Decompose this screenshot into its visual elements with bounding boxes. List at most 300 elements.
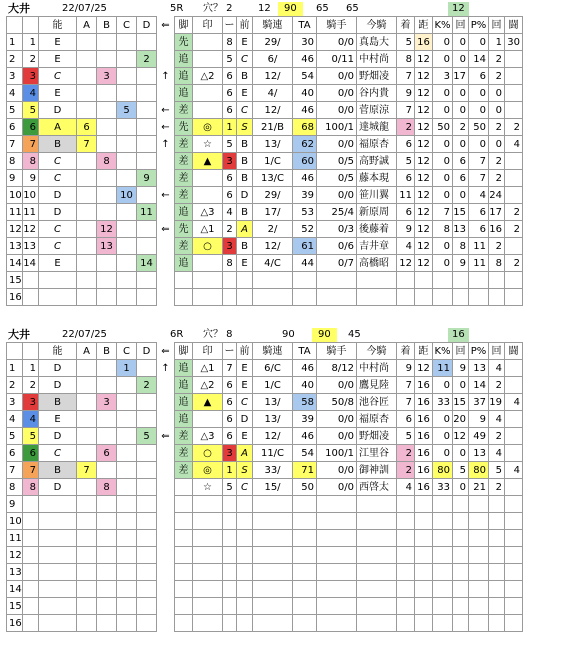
cell-jockey-rate: 0/0 <box>317 428 357 445</box>
cell-jockey-pair <box>253 496 293 513</box>
table-row[interactable] <box>7 462 523 479</box>
cell-prev-rank: 8 <box>223 34 237 51</box>
cell-style: 差 <box>175 445 193 462</box>
cell-jockey-rate: 0/0 <box>317 377 357 394</box>
cell-p-pct: 11 <box>469 238 489 255</box>
cell-distance: 12 <box>415 136 433 153</box>
race1-table <box>6 16 523 306</box>
cell-style <box>175 272 193 289</box>
cell-b: 12 <box>97 221 117 238</box>
cell-c <box>117 598 137 615</box>
cell-ta: 58 <box>293 394 317 411</box>
cell-jockey <box>357 530 397 547</box>
cell-mark <box>193 187 223 204</box>
cell-ta: 44 <box>293 255 317 272</box>
cell-horse-no: 7 <box>23 462 39 479</box>
header-value-2-2: 90 <box>282 329 295 340</box>
cell-row-index: 9 <box>7 170 23 187</box>
cell-prev-rank <box>223 496 237 513</box>
table-row[interactable] <box>7 221 523 238</box>
column-header-prev-rank: ー <box>223 17 237 34</box>
cell-p-pct: 50 <box>469 119 489 136</box>
column-header-distance: 距 <box>415 343 433 360</box>
cell-c <box>117 238 137 255</box>
cell-arrow <box>157 394 175 411</box>
cell-distance: 12 <box>415 221 433 238</box>
cell-arrow: ⇐ <box>157 428 175 445</box>
column-header-arrow: ⇐ <box>157 17 175 34</box>
cell-finish <box>397 564 415 581</box>
cell-a <box>77 513 97 530</box>
cell-ta: 52 <box>293 221 317 238</box>
cell-a: 6 <box>77 119 97 136</box>
cell-b <box>97 496 117 513</box>
race-date-2: 22/07/25 <box>62 329 107 340</box>
cell-p-count <box>489 598 505 615</box>
cell-k-count: 9 <box>453 255 469 272</box>
cell-d <box>137 187 157 204</box>
cell-row-index: 8 <box>7 479 23 496</box>
table-row[interactable] <box>7 428 523 445</box>
cell-jockey <box>357 289 397 306</box>
cell-finish: 9 <box>397 85 415 102</box>
cell-k-pct <box>433 496 453 513</box>
column-header-c: C <box>117 343 137 360</box>
cell-k-count <box>453 547 469 564</box>
cell-finish: 7 <box>397 102 415 119</box>
cell-k-count: 9 <box>453 360 469 377</box>
table-row[interactable] <box>7 255 523 272</box>
column-header-ta: TA <box>293 17 317 34</box>
cell-p-count: 16 <box>489 221 505 238</box>
table-row[interactable] <box>7 360 523 377</box>
cell-k-count: 13 <box>453 221 469 238</box>
cell-a <box>77 204 97 221</box>
cell-prev-rank <box>223 615 237 632</box>
cell-prev-rank <box>223 530 237 547</box>
cell-horse-no <box>23 615 39 632</box>
header-value-4: 65 <box>346 3 359 14</box>
cell-jockey-rate <box>317 513 357 530</box>
cell-prev-grade <box>237 530 253 547</box>
cell-ta: 54 <box>293 68 317 85</box>
cell-jockey-pair: 21/B <box>253 119 293 136</box>
cell-mark <box>193 615 223 632</box>
cell-k-count <box>453 496 469 513</box>
cell-style <box>175 598 193 615</box>
cell-fight: 30 <box>505 34 523 51</box>
cell-d <box>137 238 157 255</box>
cell-jockey-rate: 0/0 <box>317 85 357 102</box>
cell-finish: 6 <box>397 204 415 221</box>
table-row[interactable] <box>7 153 523 170</box>
cell-ability: D <box>39 428 77 445</box>
cell-style: 追 <box>175 377 193 394</box>
cell-k-pct: 0 <box>433 136 453 153</box>
cell-jockey-pair: 17/ <box>253 204 293 221</box>
cell-style <box>175 615 193 632</box>
cell-ability: D <box>39 102 77 119</box>
cell-jockey-pair <box>253 513 293 530</box>
cell-style <box>175 564 193 581</box>
cell-p-pct <box>469 564 489 581</box>
race-date: 22/07/25 <box>62 3 107 14</box>
cell-k-pct <box>433 547 453 564</box>
cell-jockey-rate: 25/4 <box>317 204 357 221</box>
cell-jockey-rate: 0/5 <box>317 153 357 170</box>
table-row[interactable] <box>7 445 523 462</box>
table-row[interactable] <box>7 51 523 68</box>
cell-c <box>117 462 137 479</box>
table-row[interactable] <box>7 272 523 289</box>
cell-finish: 4 <box>397 479 415 496</box>
cell-fight: 2 <box>505 119 523 136</box>
cell-k-count <box>453 615 469 632</box>
cell-fight <box>505 51 523 68</box>
cell-k-count <box>453 530 469 547</box>
cell-prev-grade: A <box>237 445 253 462</box>
cell-horse-no <box>23 272 39 289</box>
cell-k-count: 0 <box>453 51 469 68</box>
cell-prev-rank: 7 <box>223 360 237 377</box>
cell-distance: 12 <box>415 102 433 119</box>
cell-arrow: ⇐ <box>157 221 175 238</box>
cell-mark <box>193 170 223 187</box>
cell-d <box>137 564 157 581</box>
cell-row-index: 15 <box>7 598 23 615</box>
column-header-horse-no <box>23 343 39 360</box>
cell-jockey: 福原杏 <box>357 411 397 428</box>
cell-k-count: 6 <box>453 153 469 170</box>
cell-p-pct: 9 <box>469 411 489 428</box>
cell-k-pct: 0 <box>433 445 453 462</box>
cell-c <box>117 411 137 428</box>
table-row[interactable] <box>7 479 523 496</box>
cell-p-pct <box>469 289 489 306</box>
cell-b <box>97 204 117 221</box>
cell-distance: 12 <box>415 238 433 255</box>
cell-p-pct: 6 <box>469 221 489 238</box>
cell-b <box>97 34 117 51</box>
cell-k-pct: 0 <box>433 428 453 445</box>
cell-ability: C <box>39 445 77 462</box>
cell-jockey-pair: 1/C <box>253 153 293 170</box>
cell-jockey-pair <box>253 564 293 581</box>
cell-k-pct: 0 <box>433 102 453 119</box>
cell-k-pct: 33 <box>433 479 453 496</box>
cell-jockey-pair <box>253 581 293 598</box>
cell-horse-no: 4 <box>23 85 39 102</box>
cell-prev-rank <box>223 272 237 289</box>
cell-horse-no: 10 <box>23 187 39 204</box>
cell-finish <box>397 581 415 598</box>
cell-k-count: 0 <box>453 85 469 102</box>
cell-fight <box>505 513 523 530</box>
cell-ability: E <box>39 34 77 51</box>
table-row[interactable] <box>7 34 523 51</box>
column-header-jockey-rate: 騎手 <box>317 17 357 34</box>
cell-horse-no: 3 <box>23 394 39 411</box>
cell-finish: 5 <box>397 153 415 170</box>
cell-jockey-rate <box>317 530 357 547</box>
cell-prev-rank: 6 <box>223 377 237 394</box>
cell-ta: 46 <box>293 428 317 445</box>
cell-ta <box>293 547 317 564</box>
cell-style: 追 <box>175 411 193 428</box>
cell-ta: 46 <box>293 51 317 68</box>
table-row[interactable] <box>7 377 523 394</box>
column-header-p-count: 回 <box>489 343 505 360</box>
cell-ta <box>293 615 317 632</box>
cell-row-index: 4 <box>7 85 23 102</box>
cell-p-count: 5 <box>489 462 505 479</box>
cell-finish: 6 <box>397 170 415 187</box>
table-row[interactable] <box>7 289 523 306</box>
cell-mark <box>193 564 223 581</box>
cell-horse-no <box>23 564 39 581</box>
cell-k-pct <box>433 530 453 547</box>
cell-jockey-rate: 0/3 <box>317 221 357 238</box>
cell-a <box>77 102 97 119</box>
cell-distance <box>415 530 433 547</box>
cell-style: 先 <box>175 221 193 238</box>
cell-jockey-pair: 15/ <box>253 479 293 496</box>
cell-prev-grade <box>237 513 253 530</box>
cell-c <box>117 547 137 564</box>
cell-ability: E <box>39 85 77 102</box>
cell-horse-no <box>23 581 39 598</box>
column-header-ability: 能 <box>39 343 77 360</box>
cell-a <box>77 187 97 204</box>
cell-jockey-pair: 1/C <box>253 377 293 394</box>
column-header-row-index <box>7 17 23 34</box>
cell-style: 追 <box>175 85 193 102</box>
cell-prev-rank <box>223 581 237 598</box>
cell-k-count <box>453 564 469 581</box>
table-row[interactable] <box>7 564 523 581</box>
cell-jockey <box>357 496 397 513</box>
cell-p-count <box>489 564 505 581</box>
cell-d <box>137 394 157 411</box>
cell-a <box>77 289 97 306</box>
cell-jockey-rate <box>317 496 357 513</box>
cell-mark <box>193 581 223 598</box>
header-value-2-3: 90 <box>312 328 337 342</box>
cell-jockey: 江里谷 <box>357 445 397 462</box>
cell-c <box>117 581 137 598</box>
cell-p-count <box>489 547 505 564</box>
cell-horse-no: 13 <box>23 238 39 255</box>
cell-fight <box>505 581 523 598</box>
cell-mark: △3 <box>193 204 223 221</box>
cell-k-count <box>453 272 469 289</box>
cell-p-pct <box>469 272 489 289</box>
table-row[interactable] <box>7 496 523 513</box>
cell-p-count <box>489 513 505 530</box>
table-row[interactable] <box>7 513 523 530</box>
cell-prev-rank: 6 <box>223 394 237 411</box>
cell-distance: 12 <box>415 255 433 272</box>
cell-fight: 2 <box>505 255 523 272</box>
cell-jockey-rate: 0/0 <box>317 68 357 85</box>
cell-prev-grade: E <box>237 377 253 394</box>
cell-jockey-pair: 13/ <box>253 411 293 428</box>
cell-distance: 16 <box>415 445 433 462</box>
cell-a <box>77 221 97 238</box>
cell-d <box>137 530 157 547</box>
cell-c: 5 <box>117 102 137 119</box>
ana-label: 穴？ 2 <box>203 3 233 14</box>
cell-jockey <box>357 581 397 598</box>
table-row[interactable] <box>7 581 523 598</box>
cell-b <box>97 119 117 136</box>
cell-row-index: 3 <box>7 68 23 85</box>
cell-style: 差 <box>175 102 193 119</box>
table-row[interactable] <box>7 85 523 102</box>
cell-fight <box>505 598 523 615</box>
cell-finish: 2 <box>397 119 415 136</box>
cell-p-pct: 13 <box>469 360 489 377</box>
cell-c <box>117 204 137 221</box>
cell-d <box>137 34 157 51</box>
cell-a <box>77 255 97 272</box>
cell-d <box>137 221 157 238</box>
cell-b <box>97 51 117 68</box>
cell-jockey <box>357 272 397 289</box>
cell-mark: △2 <box>193 377 223 394</box>
cell-jockey-pair: 29/ <box>253 34 293 51</box>
cell-style <box>175 530 193 547</box>
cell-horse-no: 5 <box>23 102 39 119</box>
cell-k-pct <box>433 598 453 615</box>
cell-d <box>137 119 157 136</box>
cell-c <box>117 68 137 85</box>
table-row[interactable] <box>7 136 523 153</box>
cell-c: 1 <box>117 360 137 377</box>
cell-arrow <box>157 411 175 428</box>
cell-p-pct: 13 <box>469 445 489 462</box>
cell-finish <box>397 289 415 306</box>
cell-arrow <box>157 598 175 615</box>
column-header-style: 脚 <box>175 17 193 34</box>
cell-k-pct: 33 <box>433 394 453 411</box>
table-row[interactable] <box>7 187 523 204</box>
cell-d: 11 <box>137 204 157 221</box>
cell-style: 追 <box>175 360 193 377</box>
table-row[interactable] <box>7 598 523 615</box>
cell-fight <box>505 479 523 496</box>
table-row[interactable] <box>7 204 523 221</box>
cell-k-pct: 0 <box>433 34 453 51</box>
column-header-jockey: 今騎 <box>357 17 397 34</box>
venue-label-2: 大井 <box>8 328 30 341</box>
cell-row-index: 12 <box>7 547 23 564</box>
table-row[interactable] <box>7 547 523 564</box>
cell-prev-grade: D <box>237 411 253 428</box>
cell-style: 差 <box>175 428 193 445</box>
cell-prev-rank <box>223 564 237 581</box>
cell-jockey-rate: 0/0 <box>317 102 357 119</box>
cell-c <box>117 289 137 306</box>
cell-p-pct: 37 <box>469 394 489 411</box>
cell-horse-no: 6 <box>23 119 39 136</box>
cell-a <box>77 411 97 428</box>
table-row[interactable] <box>7 615 523 632</box>
cell-p-pct: 4 <box>469 187 489 204</box>
cell-ta: 60 <box>293 153 317 170</box>
cell-ta <box>293 564 317 581</box>
cell-arrow <box>157 530 175 547</box>
cell-b <box>97 170 117 187</box>
table-row[interactable] <box>7 394 523 411</box>
cell-horse-no: 3 <box>23 68 39 85</box>
cell-finish: 7 <box>397 377 415 394</box>
cell-p-pct: 49 <box>469 428 489 445</box>
table-row[interactable] <box>7 102 523 119</box>
cell-horse-no: 5 <box>23 428 39 445</box>
cell-mark: △1 <box>193 221 223 238</box>
cell-distance: 16 <box>415 428 433 445</box>
cell-p-count: 2 <box>489 479 505 496</box>
cell-d <box>137 581 157 598</box>
cell-prev-grade: E <box>237 360 253 377</box>
cell-prev-rank: 5 <box>223 136 237 153</box>
cell-b <box>97 615 117 632</box>
cell-mark: ☆ <box>193 479 223 496</box>
cell-ability: D <box>39 360 77 377</box>
cell-row-index: 5 <box>7 102 23 119</box>
table-row[interactable] <box>7 238 523 255</box>
cell-c <box>117 530 137 547</box>
column-header-mark: 印 <box>193 17 223 34</box>
cell-ta: 39 <box>293 187 317 204</box>
cell-c <box>117 496 137 513</box>
cell-p-count: 4 <box>489 445 505 462</box>
cell-horse-no: 8 <box>23 479 39 496</box>
cell-k-count: 6 <box>453 170 469 187</box>
cell-prev-grade: S <box>237 119 253 136</box>
cell-ability <box>39 564 77 581</box>
cell-p-count: 4 <box>489 411 505 428</box>
cell-jockey: 達城龍 <box>357 119 397 136</box>
cell-horse-no <box>23 289 39 306</box>
cell-mark: △1 <box>193 360 223 377</box>
cell-jockey-rate <box>317 581 357 598</box>
table-row[interactable] <box>7 170 523 187</box>
table-row[interactable] <box>7 119 523 136</box>
cell-d <box>137 411 157 428</box>
cell-d <box>137 102 157 119</box>
cell-b <box>97 377 117 394</box>
cell-d <box>137 445 157 462</box>
column-header-arrow: ⇐ <box>157 343 175 360</box>
table-row[interactable] <box>7 411 523 428</box>
cell-k-count <box>453 581 469 598</box>
table-row[interactable] <box>7 68 523 85</box>
column-header-a: A <box>77 17 97 34</box>
cell-mark: ▲ <box>193 153 223 170</box>
cell-row-index: 7 <box>7 136 23 153</box>
table-row[interactable] <box>7 530 523 547</box>
cell-k-count: 20 <box>453 411 469 428</box>
cell-horse-no: 14 <box>23 255 39 272</box>
cell-p-pct: 7 <box>469 170 489 187</box>
cell-arrow <box>157 51 175 68</box>
cell-prev-grade <box>237 272 253 289</box>
cell-a <box>77 272 97 289</box>
cell-prev-rank: 8 <box>223 255 237 272</box>
cell-mark: ○ <box>193 445 223 462</box>
